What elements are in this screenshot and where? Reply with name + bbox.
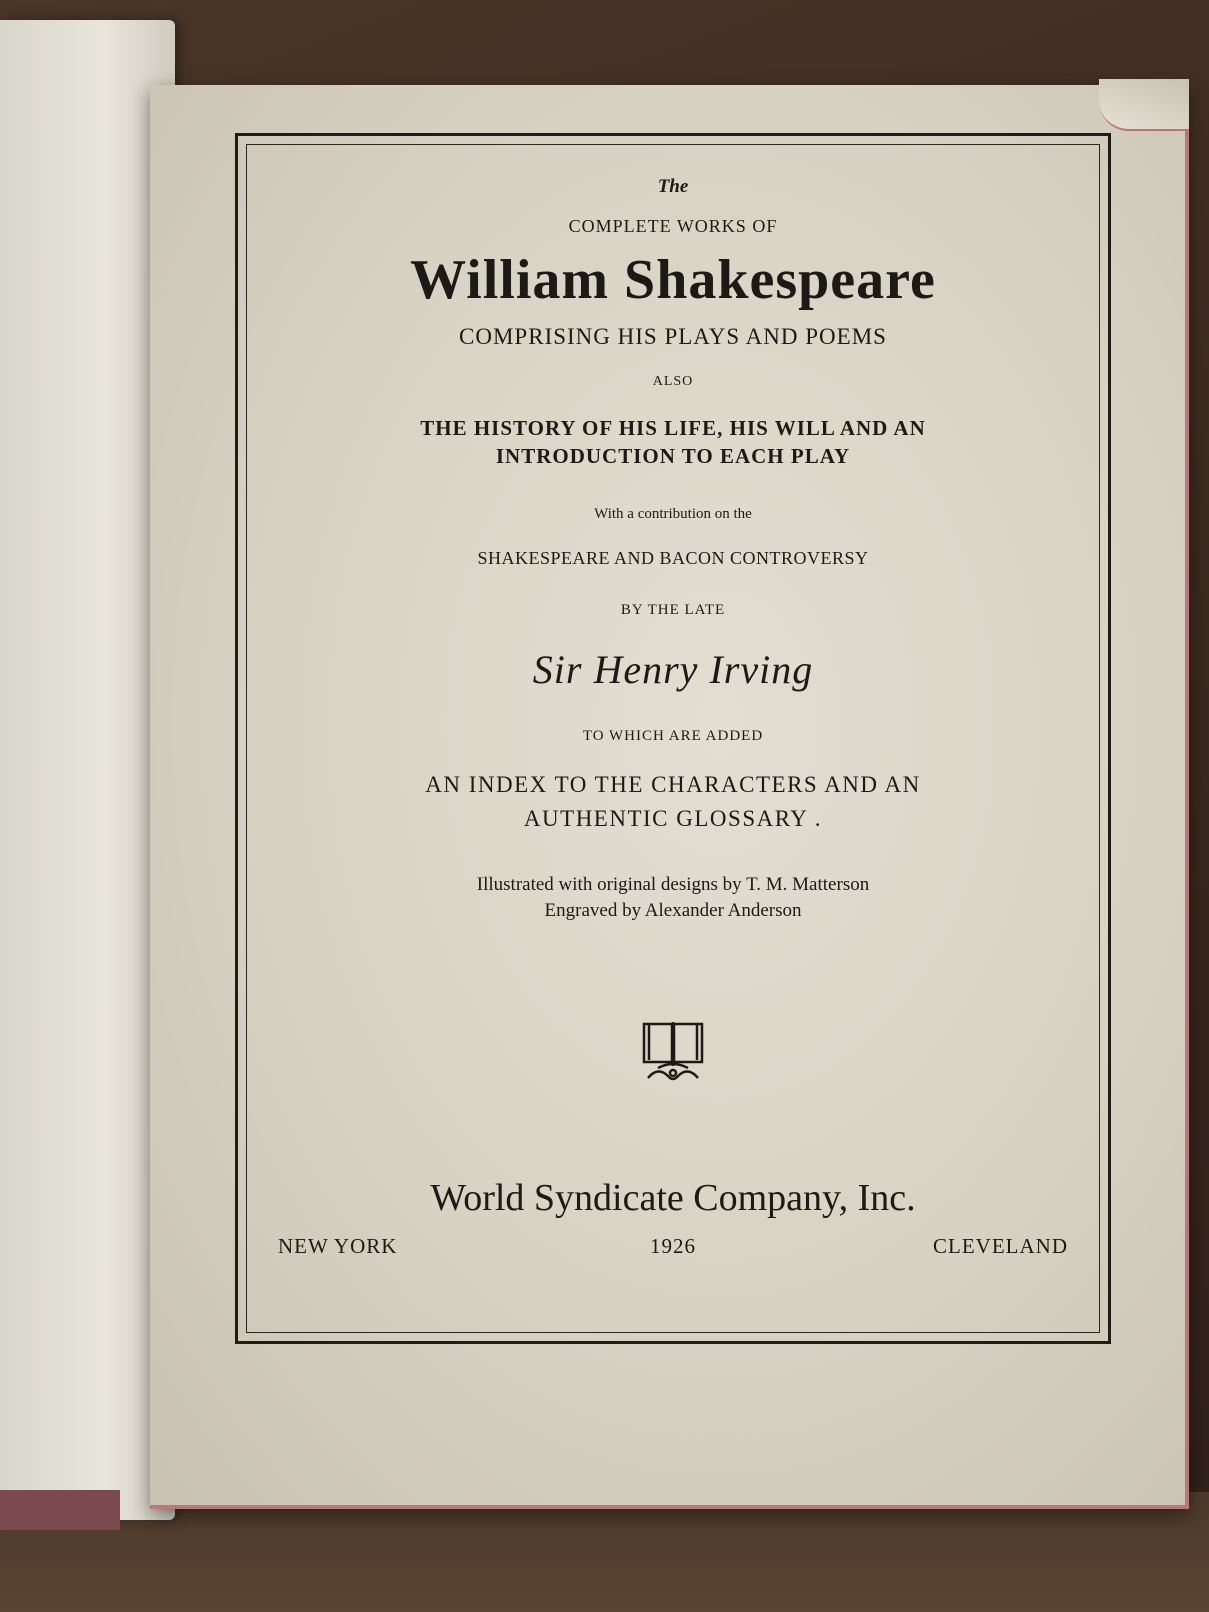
publisher-name: World Syndicate Company, Inc. [430, 1177, 916, 1219]
comprising-line: COMPRISING HIS PLAYS AND POEMS [459, 324, 887, 349]
complete-works-heading: COMPLETE WORKS OF [568, 216, 778, 236]
open-book-emblem-icon [638, 1016, 708, 1086]
page-border-frame [235, 133, 1111, 1344]
publication-year: 1926 [650, 1234, 696, 1258]
engraved-line: Engraved by Alexander Anderson [544, 900, 802, 921]
illustrated-line: Illustrated with original designs by T. M. Matterson [476, 874, 870, 895]
title-page [150, 85, 1189, 1509]
folded-corner [1099, 79, 1189, 131]
by-the-late-line: BY THE LATE [620, 602, 726, 618]
to-which-line: TO WHICH ARE ADDED [582, 728, 764, 744]
index-line-1: AN INDEX TO THE CHARACTERS AND AN [425, 772, 921, 797]
also-line: ALSO [652, 374, 694, 389]
title-page-text [238, 136, 1108, 1341]
book-cover-edge [0, 1490, 120, 1530]
history-line-1: THE HISTORY OF HIS LIFE, HIS WILL AND AN [420, 416, 926, 440]
floor-background [0, 1492, 1209, 1612]
left-blank-page [0, 20, 175, 1520]
the-heading: The [657, 176, 689, 197]
index-line-2: AUTHENTIC GLOSSARY . [523, 806, 823, 831]
controversy-line: SHAKESPEARE AND BACON CONTROVERSY [477, 548, 869, 568]
author-name: William Shakespeare [410, 249, 936, 311]
history-line-2: INTRODUCTION TO EACH PLAY [495, 444, 851, 468]
contributor-name: Sir Henry Irving [532, 647, 814, 692]
city-new-york: NEW YORK [278, 1234, 398, 1258]
city-cleveland: CLEVELAND [933, 1234, 1068, 1258]
imprint-footer [278, 1234, 1068, 1264]
contribution-line: With a contribution on the [594, 506, 752, 522]
